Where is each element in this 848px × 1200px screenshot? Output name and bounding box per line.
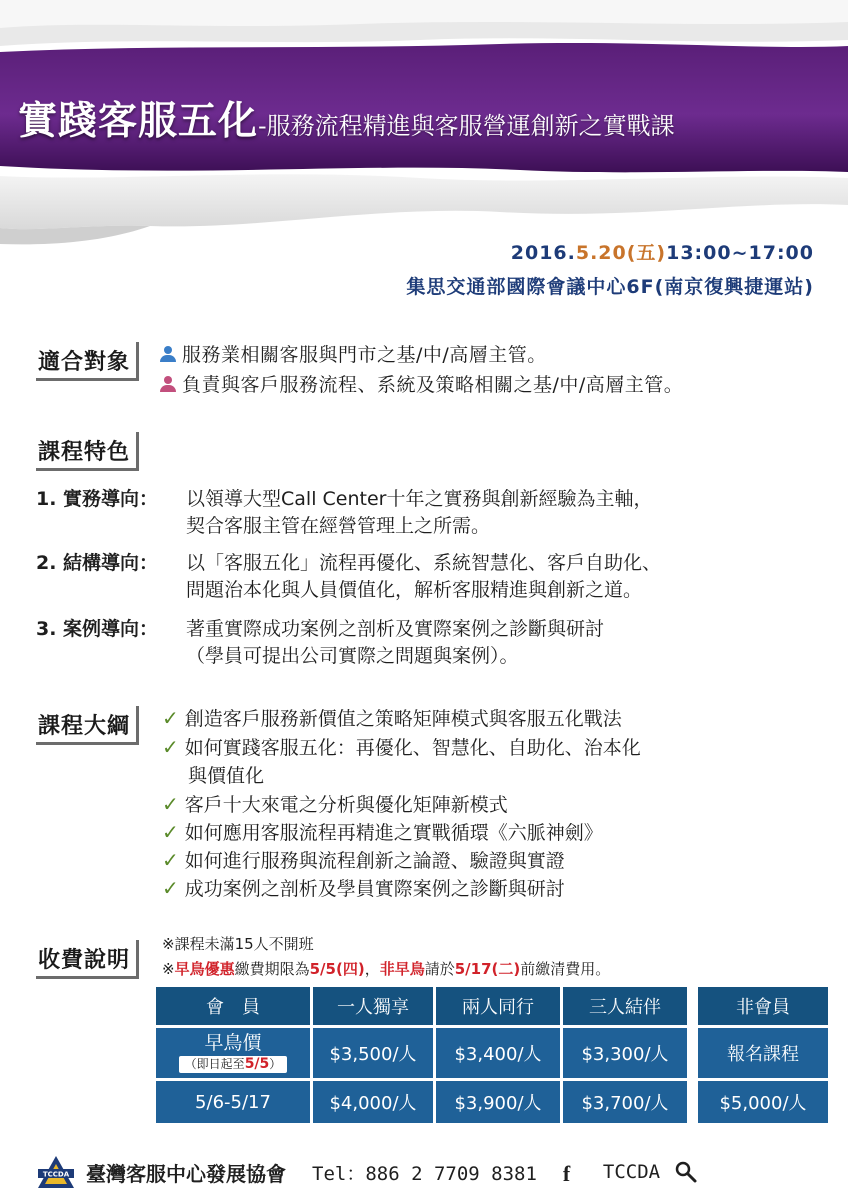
table-header-cell: 會 員 (156, 987, 310, 1025)
price-cell: $3,500/人 (313, 1028, 433, 1078)
organization-name: 臺灣客服中心發展協會 (86, 1161, 286, 1186)
svg-text:TCCDA: TCCDA (42, 1170, 70, 1179)
price-cell: $3,400/人 (436, 1028, 560, 1078)
course-title (18, 90, 675, 146)
outline-heading: 課程大綱 (36, 706, 139, 745)
check-icon: ✓ (162, 820, 179, 844)
feature-label: 3. 案例導向： (36, 618, 159, 640)
check-icon: ✓ (162, 848, 179, 872)
feature-line: 以領導大型Call Center十年之實務與創新經驗為主軸， (186, 488, 653, 510)
feature-line: 契合客服主管在經營管理上之所需。 (186, 515, 491, 537)
early-bird-label-cell: 早鳥價 （即日起至5/5） (156, 1028, 310, 1078)
audience-heading: 適合對象 (36, 342, 139, 381)
check-icon: ✓ (162, 735, 179, 759)
feature-line: 著重實際成功案例之剖析及實際案例之診斷與研討 (186, 618, 605, 640)
event-venue: 集思交通部國際會議中心6F(南京復興捷運站) (406, 276, 814, 298)
event-date (511, 238, 814, 265)
price-cell: $3,900/人 (436, 1081, 560, 1123)
audience-item: 服務業相關客服與門市之基/中/高層主管。 (160, 340, 547, 367)
female-person-icon (160, 376, 176, 392)
price-cell: $3,700/人 (563, 1081, 687, 1123)
fee-note-minimum: ※課程未滿15人不開班 (162, 935, 314, 953)
outline-item: ✓ 如何應用客服流程再精進之實戰循環《六脈神劍》 (162, 820, 603, 844)
course-title-sub: -服務流程精進與客服營運創新之實戰課 (258, 112, 675, 140)
search-keyword: TCCDA (602, 1161, 661, 1183)
check-icon: ✓ (162, 876, 179, 900)
late-period-label-cell: 5/6-5/17 (156, 1081, 310, 1123)
male-person-icon (160, 346, 176, 362)
feature-label: 2. 結構導向： (36, 552, 159, 574)
audience-item: 負責與客戶服務流程、系統及策略相關之基/中/高層主管。 (160, 370, 683, 397)
feature-line: 問題治本化與人員價值化，解析客服精進與創新之道。 (186, 579, 643, 601)
outline-item: ✓ 如何進行服務與流程創新之論證、驗證與實證 (162, 848, 565, 872)
price-cell: $4,000/人 (313, 1081, 433, 1123)
facebook-icon[interactable]: f (562, 1161, 571, 1186)
non-member-price-cell: $5,000/人 (698, 1081, 828, 1123)
fees-heading: 收費說明 (36, 940, 139, 979)
fee-note-deadline: ※早鳥優惠繳費期限為5/5(四)，非早鳥請於5/17(二)前繳清費用。 (162, 960, 611, 978)
tccda-logo (36, 1154, 76, 1190)
feature-line: （學員可提出公司實際之問題與案例）。 (186, 645, 519, 667)
table-header-cell: 兩人同行 (436, 987, 560, 1025)
check-icon: ✓ (162, 706, 179, 730)
date-year: 2016. (510, 242, 576, 264)
register-course-button[interactable]: 報名課程 (698, 1028, 828, 1078)
outline-item: ✓ 如何實踐客服五化：再優化、智慧化、自助化、治本化 (162, 735, 641, 759)
outline-item: ✓ 創造客戶服務新價值之策略矩陣模式與客服五化戰法 (162, 706, 622, 730)
table-header-cell: 非會員 (698, 987, 828, 1025)
date-day: 5.20(五) (575, 242, 667, 264)
table-header-cell: 一人獨享 (313, 987, 433, 1025)
features-heading: 課程特色 (36, 432, 139, 471)
price-cell: $3,300/人 (563, 1028, 687, 1078)
table-header-cell: 三人結伴 (563, 987, 687, 1025)
feature-label: 1. 實務導向： (36, 488, 159, 510)
date-time: 13:00~17:00 (666, 242, 814, 264)
outline-item: ✓ 成功案例之剖析及學員實際案例之診斷與研討 (162, 876, 565, 900)
outline-item-continued: 與價值化 (188, 765, 265, 787)
footer (36, 1152, 816, 1192)
telephone: Tel：886 2 7709 8381 (312, 1162, 537, 1185)
course-title-main: 實踐客服五化 (18, 99, 259, 144)
early-bird-deadline: （即日起至5/5） (179, 1056, 288, 1073)
check-icon: ✓ (162, 792, 179, 816)
outline-item: ✓ 客戶十大來電之分析與優化矩陣新模式 (162, 792, 508, 816)
feature-line: 以「客服五化」流程再優化、系統智慧化、客戶自助化、 (186, 552, 662, 574)
search-icon[interactable] (674, 1160, 698, 1184)
